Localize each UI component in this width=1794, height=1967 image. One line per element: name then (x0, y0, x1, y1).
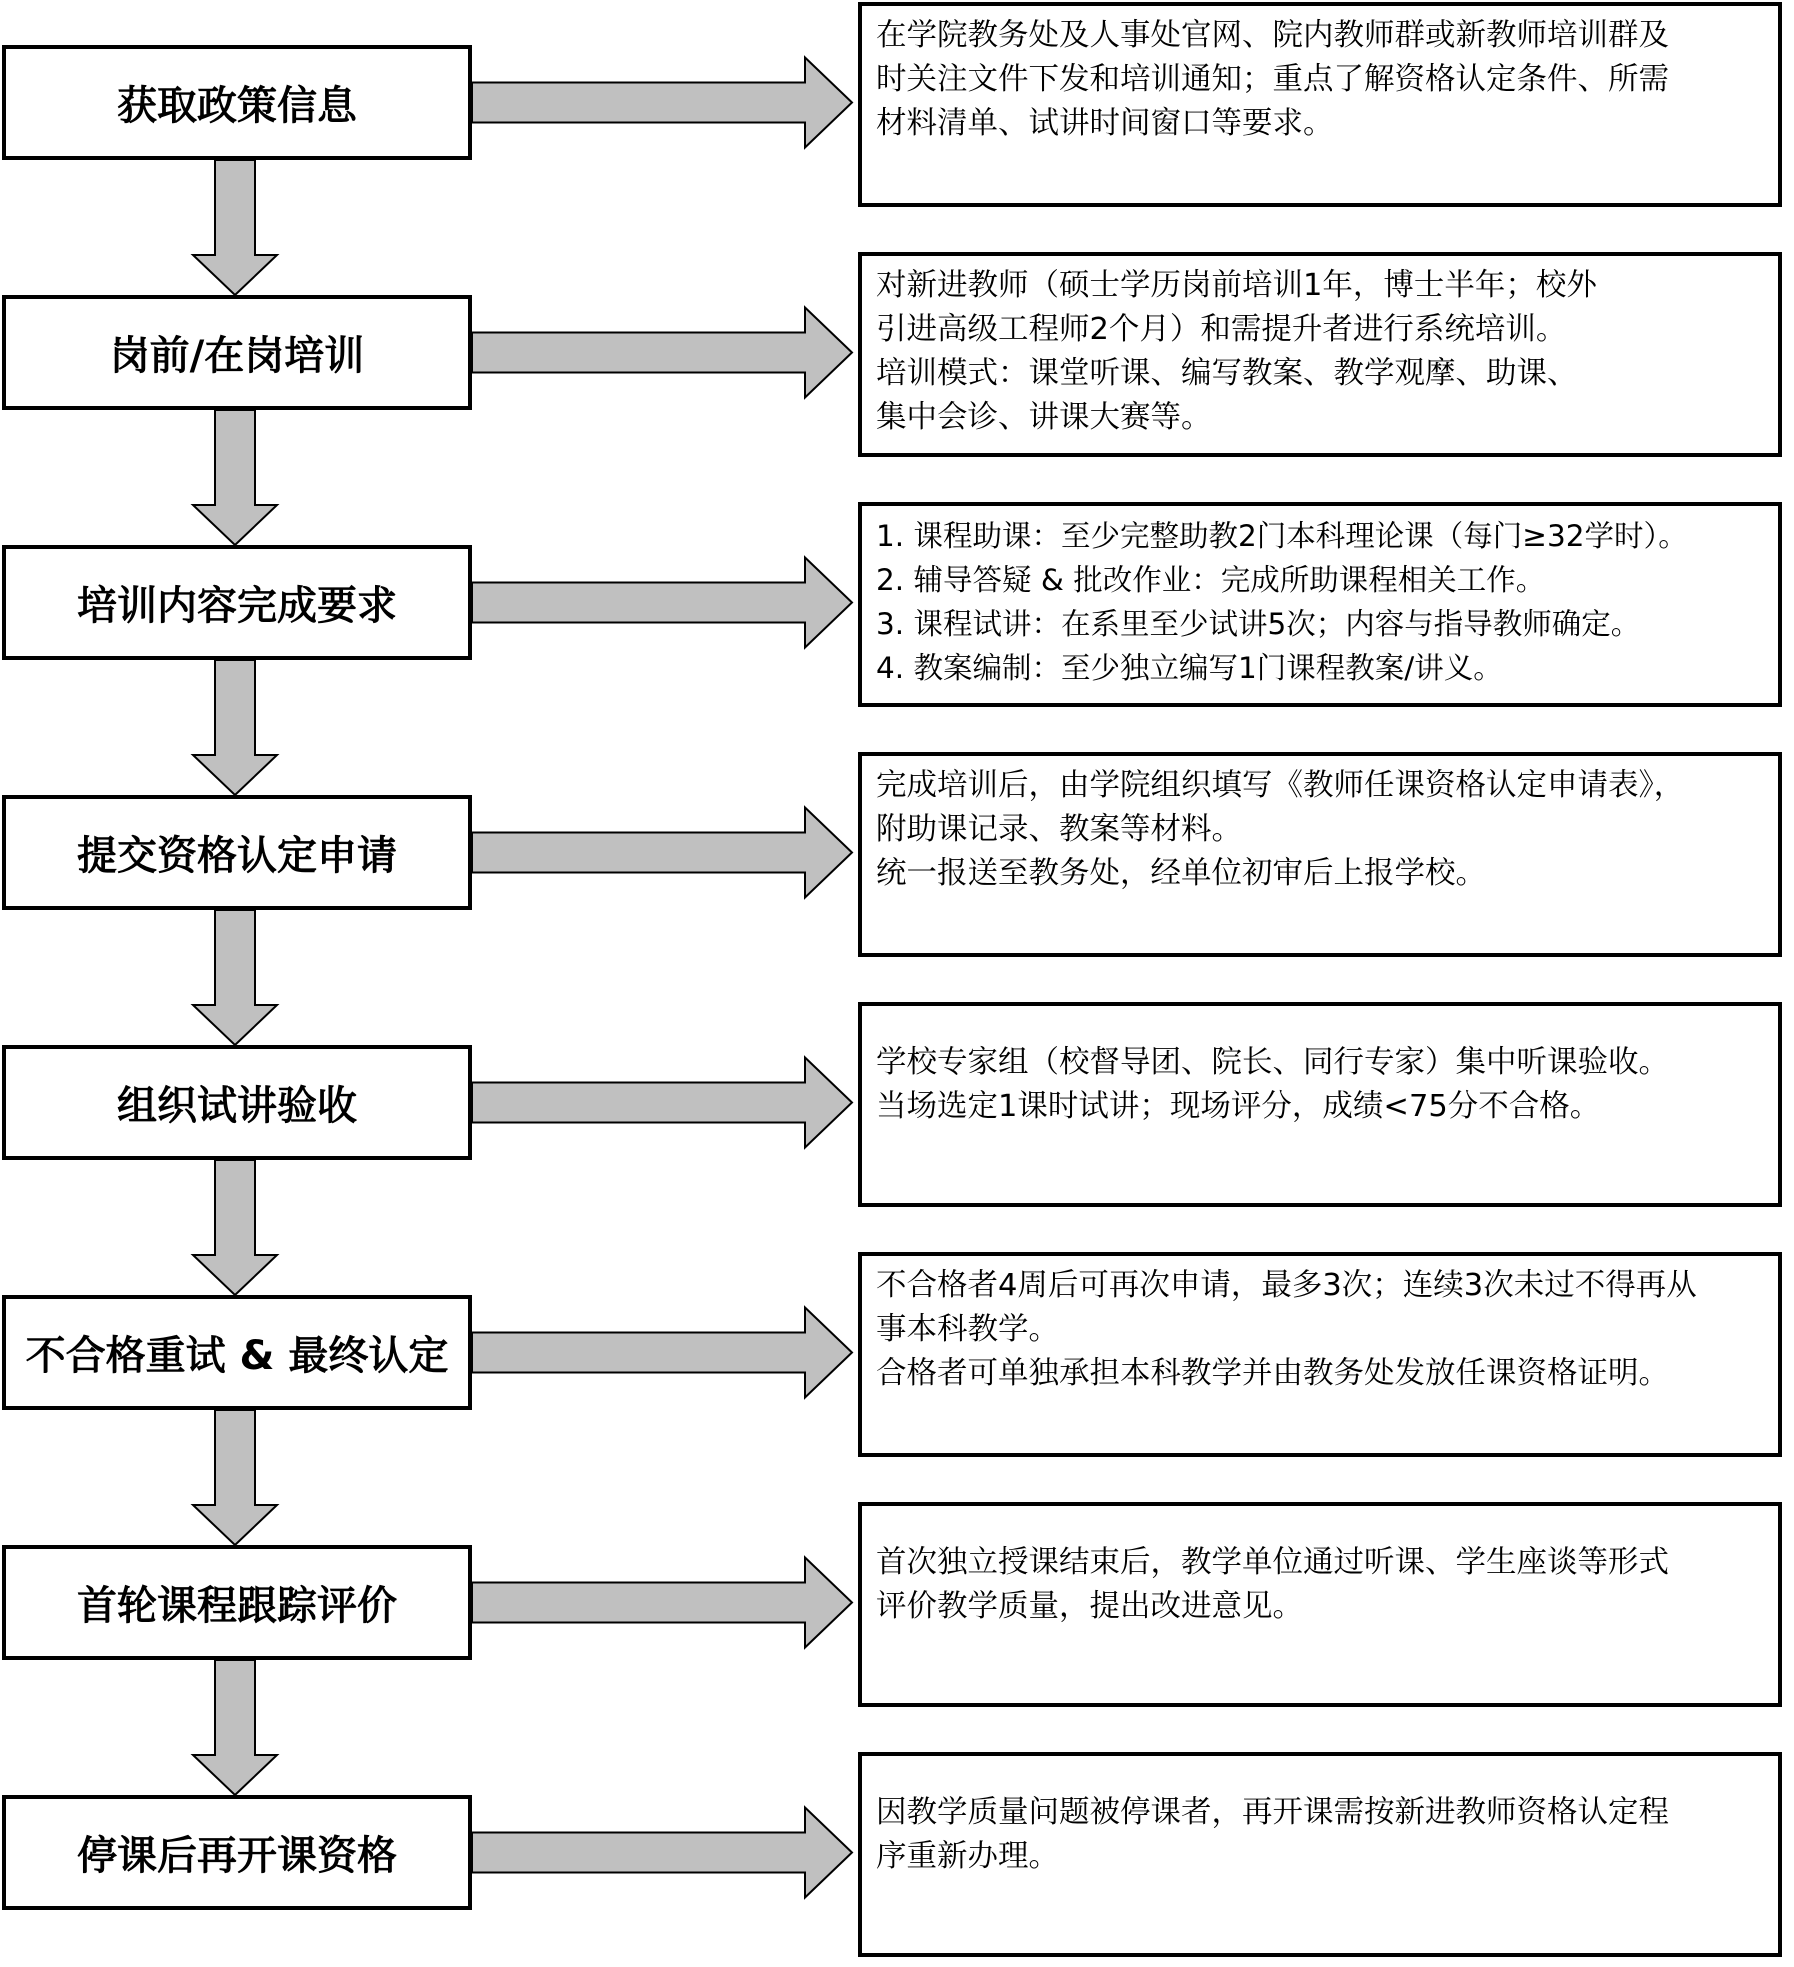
step-box-get-policy-info (2, 45, 472, 160)
detail-line: 学校专家组（校督导团、院长、同行专家）集中听课验收。 (876, 1044, 1669, 1080)
detail-line: 4. 教案编制：至少独立编写1门课程教案/讲义。 (876, 651, 1503, 685)
detail-line: 评价教学质量，提出改进意见。 (876, 1588, 1303, 1624)
down-arrow-first-course-evaluation (193, 1660, 277, 1795)
step-box-pre-service-training (2, 295, 472, 410)
detail-line: 因教学质量问题被停课者，再开课需按新进教师资格认定程 (876, 1794, 1669, 1830)
step-box-reopen-course-qualification (2, 1795, 472, 1910)
detail-line: 集中会诊、讲课大赛等。 (876, 400, 1212, 435)
step-title: 不合格重试 & 最终认定 (25, 1333, 449, 1379)
detail-line: 序重新办理。 (876, 1838, 1059, 1874)
detail-box-first-course-evaluation (858, 1502, 1782, 1707)
detail-line: 培训模式：课堂听课、编写教案、教学观摩、助课、 (876, 356, 1578, 391)
down-arrow-training-requirements (193, 660, 277, 795)
down-arrow-get-policy-info (193, 160, 277, 295)
detail-line: 2. 辅导答疑 & 批改作业：完成所助课程相关工作。 (876, 563, 1546, 597)
down-arrow-submit-application (193, 910, 277, 1045)
right-arrow-trial-lecture-review (472, 1058, 852, 1148)
detail-line: 首次独立授课结束后，教学单位通过听课、学生座谈等形式 (876, 1544, 1669, 1580)
step-box-retest-final-certification (2, 1295, 472, 1410)
right-arrow-get-policy-info (472, 58, 852, 148)
detail-box-reopen-course-qualification (858, 1752, 1782, 1957)
detail-line: 事本科教学。 (876, 1312, 1059, 1347)
step-box-training-requirements (2, 545, 472, 660)
right-arrow-submit-application (472, 808, 852, 898)
down-arrow-pre-service-training (193, 410, 277, 545)
detail-box-submit-application (858, 752, 1782, 957)
detail-line: 完成培训后，由学院组织填写《教师任课资格认定申请表》， (876, 768, 1685, 803)
detail-line: 1. 课程助课：至少完整助教2门本科理论课（每门≥32学时）。 (876, 519, 1688, 553)
right-arrow-pre-service-training (472, 308, 852, 398)
detail-box-retest-final-certification (858, 1252, 1782, 1457)
detail-line: 附助课记录、教案等材料。 (876, 812, 1242, 847)
detail-box-training-requirements (858, 502, 1782, 707)
detail-line: 在学院教务处及人事处官网、院内教师群或新教师培训群及 (876, 18, 1669, 53)
right-arrow-training-requirements (472, 558, 852, 648)
detail-line: 不合格者4周后可再次申请，最多3次；连续3次未过不得再从 (876, 1268, 1697, 1303)
detail-line: 3. 课程试讲：在系里至少试讲5次；内容与指导教师确定。 (876, 607, 1641, 641)
step-title: 获取政策信息 (117, 83, 357, 129)
detail-box-trial-lecture-review (858, 1002, 1782, 1207)
down-arrow-retest-final-certification (193, 1410, 277, 1545)
step-title: 培训内容完成要求 (77, 583, 397, 629)
detail-box-pre-service-training (858, 252, 1782, 457)
right-arrow-reopen-course-qualification (472, 1808, 852, 1898)
detail-line: 对新进教师（硕士学历岗前培训1年，博士半年；校外 (876, 268, 1597, 303)
detail-line: 统一报送至教务处，经单位初审后上报学校。 (876, 856, 1486, 891)
detail-line: 引进高级工程师2个月）和需提升者进行系统培训。 (876, 312, 1567, 347)
step-box-first-course-evaluation (2, 1545, 472, 1660)
step-box-trial-lecture-review (2, 1045, 472, 1160)
step-title: 岗前/在岗培训 (109, 333, 365, 379)
step-title: 停课后再开课资格 (77, 1833, 397, 1879)
right-arrow-retest-final-certification (472, 1308, 852, 1398)
detail-line: 当场选定1课时试讲；现场评分，成绩<75分不合格。 (876, 1088, 1601, 1124)
step-title: 首轮课程跟踪评价 (77, 1583, 397, 1629)
step-box-submit-application (2, 795, 472, 910)
step-title: 组织试讲验收 (117, 1083, 357, 1129)
detail-line: 材料清单、试讲时间窗口等要求。 (876, 106, 1334, 141)
detail-box-get-policy-info (858, 2, 1782, 207)
detail-line: 合格者可单独承担本科教学并由教务处发放任课资格证明。 (876, 1356, 1669, 1391)
detail-line: 时关注文件下发和培训通知；重点了解资格认定条件、所需 (876, 62, 1669, 97)
step-title: 提交资格认定申请 (77, 833, 397, 879)
right-arrow-first-course-evaluation (472, 1558, 852, 1648)
down-arrow-trial-lecture-review (193, 1160, 277, 1295)
